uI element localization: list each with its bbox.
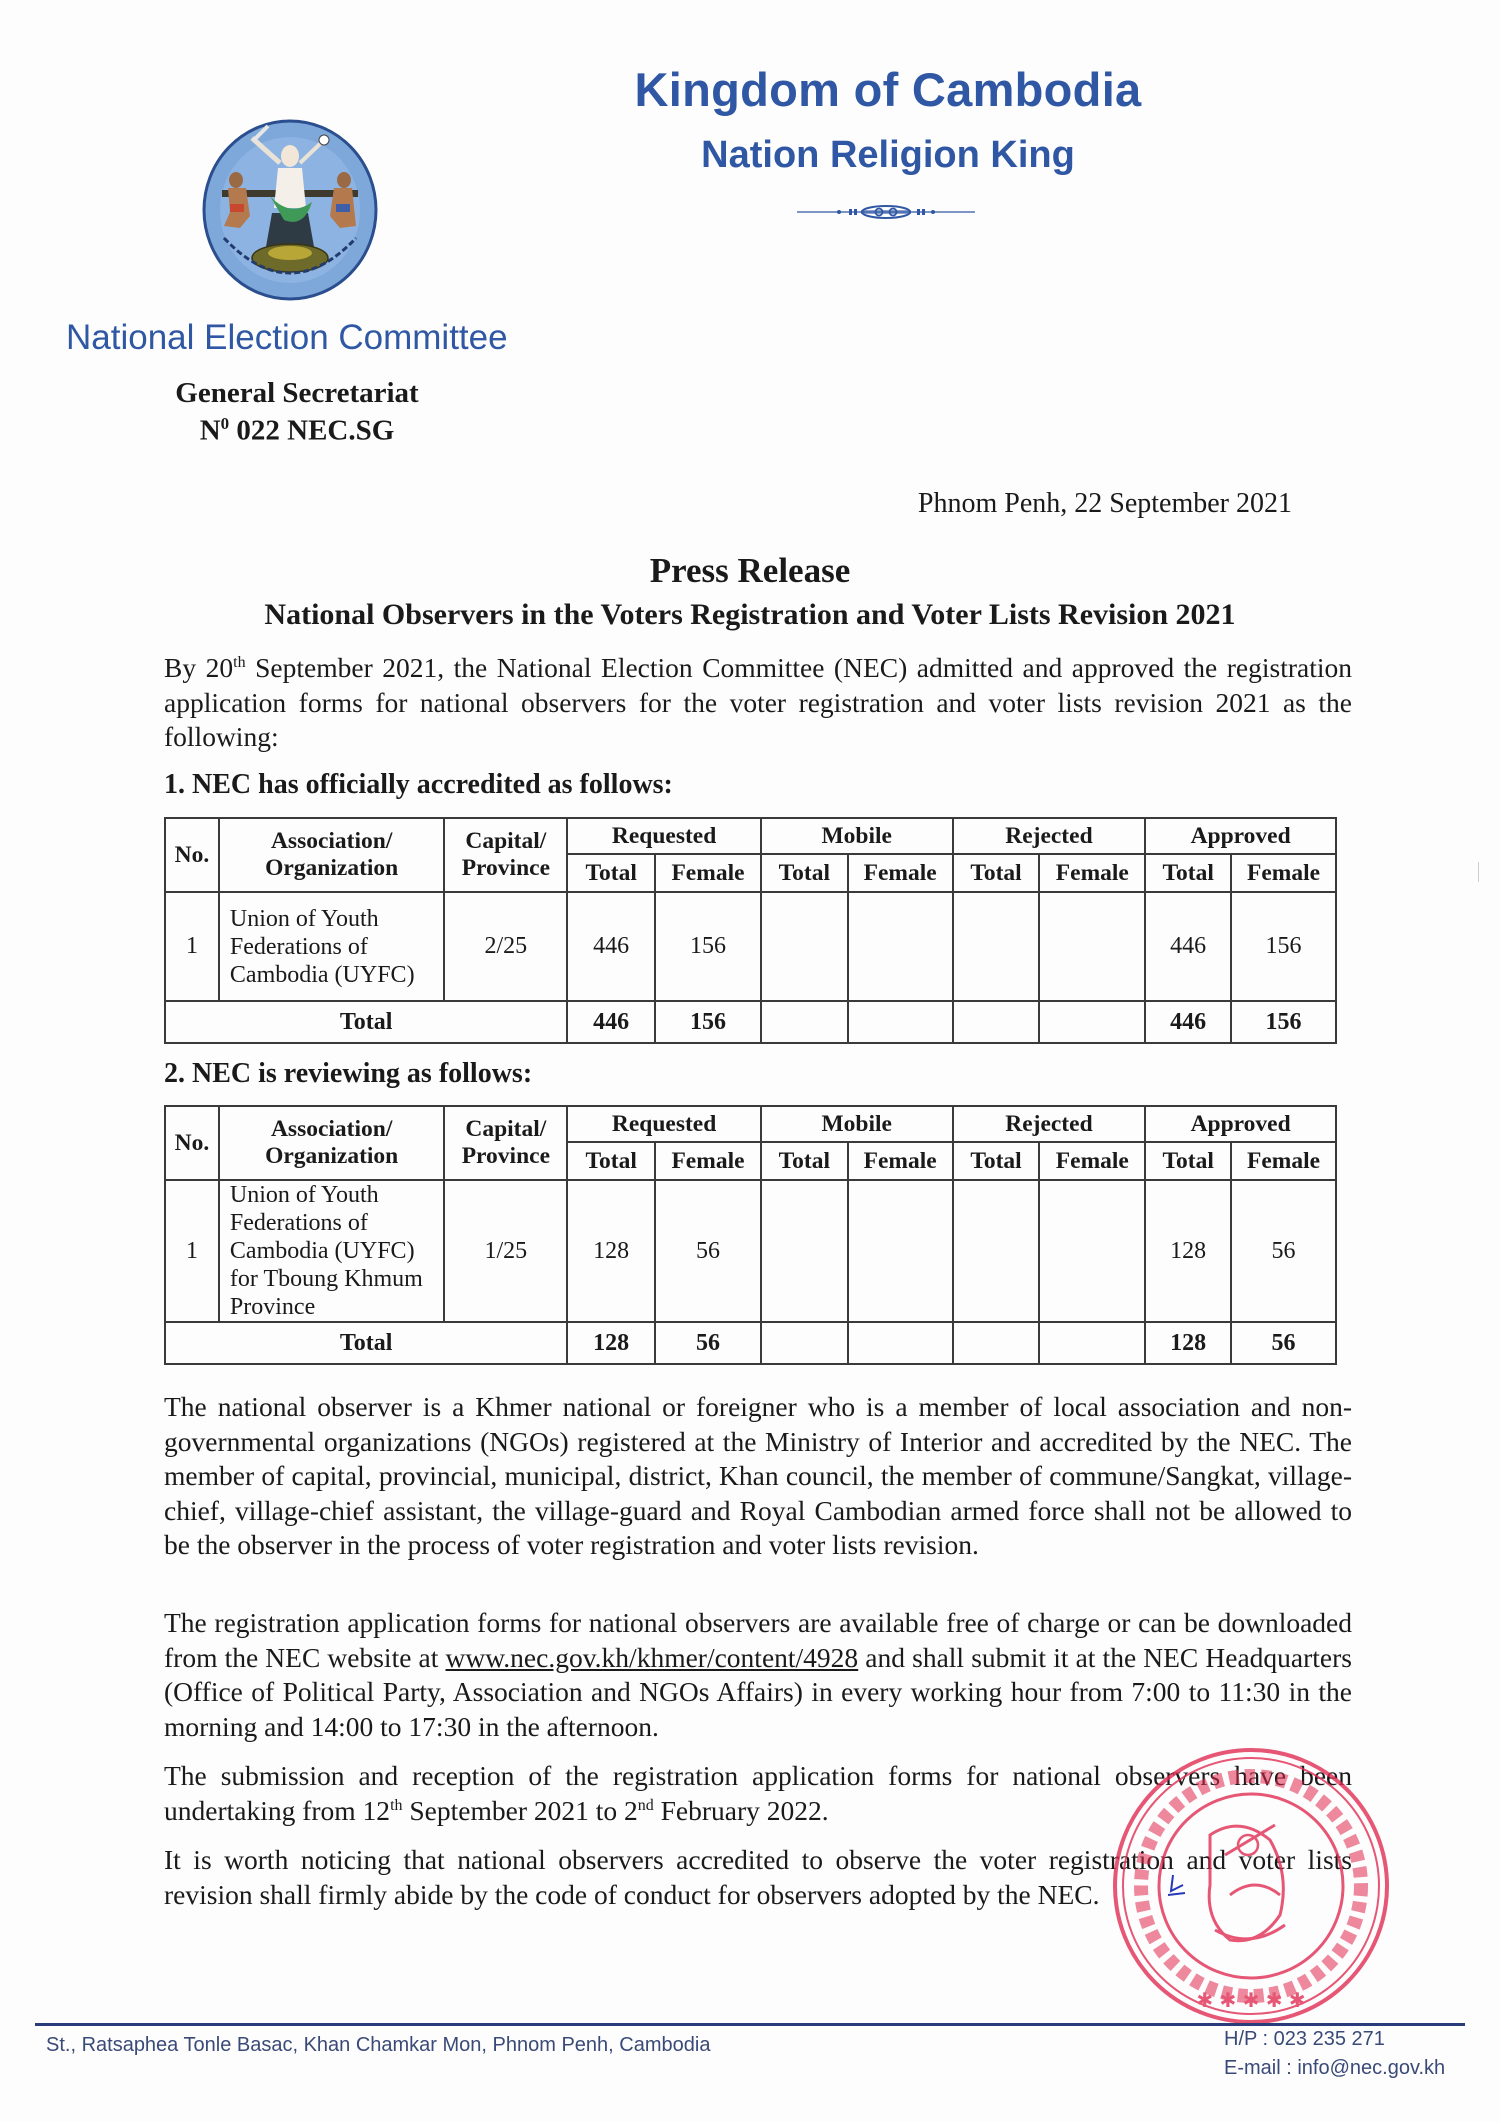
cell-capital: 1/25: [444, 1180, 567, 1322]
cell-total-rejected-total: [953, 1322, 1040, 1364]
subheader-total: Total: [1145, 854, 1231, 892]
subheader-female: Female: [1231, 854, 1336, 892]
subheader-female: Female: [1231, 1142, 1336, 1180]
header-requested: Requested: [567, 818, 761, 854]
org-line: for Tboung Khmum: [229, 1266, 423, 1292]
cell-total-mobile-total: [761, 1001, 848, 1043]
document-number: [0, 414, 594, 448]
kingdom-title: Kingdom of Cambodia: [634, 63, 1142, 116]
cell-total-label: Total: [165, 1322, 567, 1364]
header-mobile: Mobile: [761, 1106, 953, 1142]
org-line: Province: [229, 1294, 316, 1320]
footer-divider: [35, 2023, 1465, 2026]
subheader-female: Female: [655, 1142, 761, 1180]
section-heading-accredited: 1. NEC has officially accredited as follows:: [164, 769, 673, 800]
cell-rejected-total: [953, 1180, 1040, 1322]
cell-total-approved-total: 446: [1145, 1001, 1231, 1043]
department-name: General Secretariat: [175, 377, 419, 409]
header-no: No.: [165, 818, 219, 892]
submission-sup: th: [390, 1796, 403, 1814]
subheader-total: Total: [567, 1142, 655, 1180]
cell-total-mobile-female: [848, 1001, 953, 1043]
subheader-total: Total: [761, 854, 848, 892]
page-title: Press Release: [649, 551, 851, 590]
cell-total-requested-total: 128: [567, 1322, 655, 1364]
table-row: [165, 1180, 1336, 1322]
subheader-female: Female: [848, 854, 953, 892]
observer-definition-paragraph: The national observer is a Khmer national or foreigner who is a member of local association and non-governmental organizations (NGOs) registered at the Ministry of Interior and accredited by the NEC. The member of capital, provincial, municipal, district, Khan council, the member of commune/Sangkat, village-chief, village-chief assistant, the village-guard and Royal Cambodian armed force shall not be allowed to be the observer in the process of voter registration and voter lists revision.: [164, 1391, 1352, 1560]
cell-total-requested-female: 156: [655, 1001, 761, 1043]
doc-number-sup: 0: [220, 414, 230, 433]
footer-phone: H/P : 023 235 271: [1224, 2028, 1385, 2050]
subheader-female: Female: [1039, 1142, 1145, 1180]
header-mobile: Mobile: [761, 818, 953, 854]
intro-pre: By 20: [164, 652, 234, 683]
header-rejected: Rejected: [953, 1106, 1146, 1142]
cell-requested-female: 56: [655, 1180, 761, 1322]
submission-mid: September 2021 to 2: [402, 1794, 638, 1826]
cell-total-requested-female: 56: [655, 1322, 761, 1364]
cell-total-mobile-total: [761, 1322, 848, 1364]
accredited-table: [164, 817, 1337, 1044]
subheader-total: Total: [567, 854, 655, 892]
cell-total-requested-total: 446: [567, 1001, 655, 1043]
cell-total-approved-total: 128: [1145, 1322, 1231, 1364]
cell-total-rejected-female: [1039, 1001, 1145, 1043]
subheader-female: Female: [1039, 854, 1145, 892]
cell-rejected-total: [953, 892, 1040, 1001]
cell-no: 1: [165, 1180, 219, 1322]
forms-text-pre: The registration application forms for national observers are available free of charge or can be downloaded from the NEC website at: [164, 1607, 1352, 1673]
cell-total-label: Total: [165, 1001, 567, 1043]
cell-organization: [219, 1180, 445, 1322]
cell-rejected-female: [1039, 892, 1145, 1001]
subheader-female: Female: [655, 854, 761, 892]
cell-mobile-female: [848, 892, 953, 1001]
cell-mobile-total: [761, 892, 848, 1001]
cell-approved-female: 156: [1231, 892, 1336, 1001]
cell-requested-total: 446: [567, 892, 655, 1001]
cell-requested-total: 128: [567, 1180, 655, 1322]
nec-website-link[interactable]: www.nec.gov.kh/khmer/content/4928: [445, 1641, 859, 1673]
ornamental-divider-icon: [797, 204, 975, 220]
cell-mobile-total: [761, 1180, 848, 1322]
org-line: Cambodia (UYFC): [229, 961, 415, 988]
official-seal-icon: [1110, 1745, 1392, 2027]
submission-post: February 2022.: [653, 1794, 829, 1826]
subheader-total: Total: [953, 854, 1040, 892]
header-association: Association/ Organization: [219, 818, 445, 892]
subheader-total: Total: [761, 1142, 848, 1180]
org-line: Union of Youth: [229, 905, 379, 932]
scan-mark: [1478, 862, 1479, 882]
footer-email[interactable]: E-mail : info@nec.gov.kh: [1224, 2057, 1446, 2079]
reviewing-table: [164, 1105, 1337, 1365]
header-capital: Capital/ Province: [444, 818, 567, 892]
header-association: Association/ Organization: [219, 1106, 445, 1180]
section-heading-reviewing: 2. NEC is reviewing as follows:: [164, 1058, 533, 1089]
cell-mobile-female: [848, 1180, 953, 1322]
table-total-row: [165, 1001, 1336, 1043]
forms-text-post: and shall submit it at the NEC Headquarters (Office of Political Party, Association and NGOs Affairs) in every working hour from 7:00 to 11:30 in the morning and 14:00 to 17:30 in the afternoon.: [164, 1641, 1352, 1742]
table-total-row: [165, 1322, 1336, 1364]
doc-number-prefix: N: [199, 414, 221, 447]
cell-approved-total: 446: [1145, 892, 1231, 1001]
forms-paragraph: [164, 1606, 1352, 1744]
header-no: No.: [165, 1106, 219, 1180]
header-capital: Capital/ Province: [444, 1106, 567, 1180]
svg-text:✱ ✱ ✱ ✱ ✱: ✱ ✱ ✱ ✱ ✱: [1196, 1988, 1306, 2012]
org-line: Union of Youth: [229, 1182, 379, 1208]
cell-rejected-female: [1039, 1180, 1145, 1322]
cell-approved-total: 128: [1145, 1180, 1231, 1322]
subheader-female: Female: [848, 1142, 953, 1180]
submission-sup: nd: [637, 1796, 654, 1814]
cell-no: 1: [165, 892, 219, 1001]
cell-approved-female: 56: [1231, 1180, 1336, 1322]
org-line: Federations of: [229, 1210, 368, 1236]
intro-post: September 2021, the National Election Committee (NEC) admitted and approved the registration application forms for national observers for the voter registration and voter lists revision 2021 as the following:: [164, 652, 1352, 752]
submission-pre: The submission and reception of the registration application forms for national observers have been undertaking from 12: [164, 1760, 1352, 1826]
header-requested: Requested: [567, 1106, 761, 1142]
doc-number-rest: 022 NEC.SG: [229, 414, 395, 447]
intro-paragraph: [164, 651, 1352, 755]
subheader-total: Total: [953, 1142, 1040, 1180]
header-rejected: Rejected: [953, 818, 1146, 854]
org-line: Cambodia (UYFC): [229, 1238, 415, 1264]
intro-sup: th: [233, 653, 246, 671]
initial-signature-icon: [1165, 1873, 1187, 1899]
organization-name: National Election Committee: [66, 318, 508, 357]
cell-capital: 2/25: [444, 892, 567, 1001]
conduct-paragraph: It is worth noticing that national observers accredited to observe the voter registration and voter lists revision shall firmly abide by the code of conduct for observers adopted by the NEC.: [164, 1844, 1352, 1910]
national-motto: Nation Religion King: [701, 134, 1075, 176]
cell-total-approved-female: 56: [1231, 1322, 1336, 1364]
header-approved: Approved: [1145, 818, 1336, 854]
subheader-total: Total: [1145, 1142, 1231, 1180]
date-line: Phnom Penh, 22 September 2021: [917, 488, 1292, 519]
nec-emblem-icon: [200, 118, 380, 302]
page-subtitle: National Observers in the Voters Registration and Voter Lists Revision 2021: [264, 598, 1236, 631]
cell-total-approved-female: 156: [1231, 1001, 1336, 1043]
footer-address: St., Ratsaphea Tonle Basac, Khan Chamkar Mon, Phnom Penh, Cambodia: [46, 2034, 711, 2056]
table-row: [165, 892, 1336, 1001]
cell-total-mobile-female: [848, 1322, 953, 1364]
cell-requested-female: 156: [655, 892, 761, 1001]
cell-total-rejected-female: [1039, 1322, 1145, 1364]
header-approved: Approved: [1145, 1106, 1336, 1142]
cell-organization: [219, 892, 445, 1001]
org-line: Federations of: [229, 933, 368, 960]
cell-total-rejected-total: [953, 1001, 1040, 1043]
